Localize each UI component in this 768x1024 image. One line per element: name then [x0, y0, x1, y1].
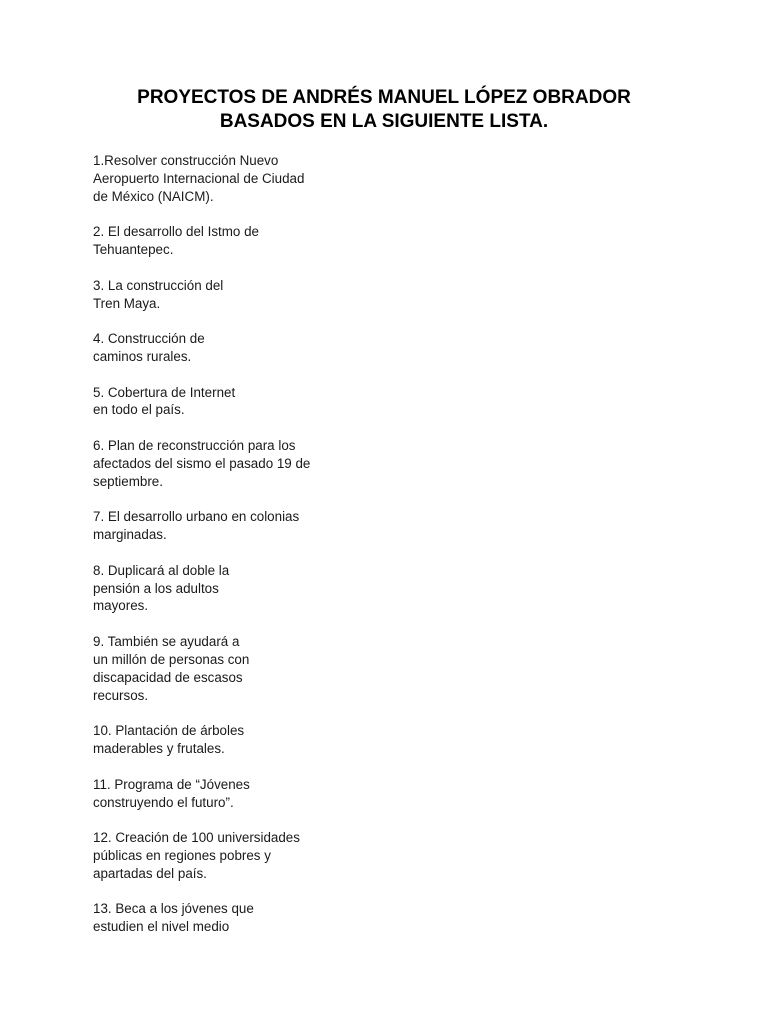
item-line: públicas en regiones pobres y — [93, 847, 271, 863]
list-item — [93, 277, 393, 313]
title-line: PROYECTOS DE ANDRÉS MANUEL LÓPEZ OBRADOR — [137, 87, 631, 108]
item-line: estudien el nivel medio — [93, 919, 230, 935]
item-line: construyendo el futuro”. — [93, 794, 234, 810]
list-item — [93, 829, 393, 883]
item-line: 4. Construcción de — [93, 331, 205, 347]
item-line: marginadas. — [93, 527, 167, 543]
list-item — [93, 776, 393, 812]
item-line: 9. También se ayudará a — [93, 633, 240, 649]
item-line: afectados del sismo el pasado 19 de — [93, 455, 311, 471]
item-line: Aeropuerto Internacional de Ciudad — [93, 170, 305, 186]
list-item — [93, 330, 393, 366]
item-line: mayores. — [93, 598, 149, 614]
item-line: 6. Plan de reconstrucción para los — [93, 437, 296, 453]
list-item — [93, 223, 393, 259]
item-line: un millón de personas con — [93, 651, 250, 667]
project-list — [93, 152, 393, 954]
list-item — [93, 562, 393, 616]
list-item — [93, 508, 393, 544]
list-item — [93, 722, 393, 758]
item-line: 3. La construcción del — [93, 277, 224, 293]
item-line: 11. Programa de “Jóvenes — [93, 776, 250, 792]
title-line: BASADOS EN LA SIGUIENTE LISTA. — [219, 111, 549, 132]
item-line: septiembre. — [93, 473, 163, 489]
list-item — [93, 900, 393, 936]
item-line: 2. El desarrollo del Istmo de — [93, 224, 259, 240]
item-line: 8. Duplicará al doble la — [93, 562, 230, 578]
item-line: maderables y frutales. — [93, 741, 225, 757]
item-line: 5. Cobertura de Internet — [93, 384, 236, 400]
item-line: discapacidad de escasos — [93, 669, 243, 685]
item-line: de México (NAICM). — [93, 188, 214, 204]
item-line: en todo el país. — [93, 402, 185, 418]
document-title — [0, 86, 768, 134]
item-line: pensión a los adultos — [93, 580, 219, 596]
list-item — [93, 152, 393, 206]
item-line: recursos. — [93, 687, 149, 703]
item-line: 13. Beca a los jóvenes que — [93, 901, 254, 917]
item-line: Tehuantepec. — [93, 242, 174, 258]
item-line: 10. Plantación de árboles — [93, 723, 245, 739]
item-line: 1.Resolver construcción Nuevo — [93, 153, 279, 168]
item-line: 7. El desarrollo urbano en colonias — [93, 509, 300, 525]
list-item — [93, 633, 393, 705]
list-item — [93, 384, 393, 420]
item-line: apartadas del país. — [93, 865, 207, 881]
item-line: 12. Creación de 100 universidades — [93, 830, 300, 845]
list-item — [93, 437, 393, 491]
item-line: caminos rurales. — [93, 349, 192, 365]
item-line: Tren Maya. — [93, 295, 161, 311]
